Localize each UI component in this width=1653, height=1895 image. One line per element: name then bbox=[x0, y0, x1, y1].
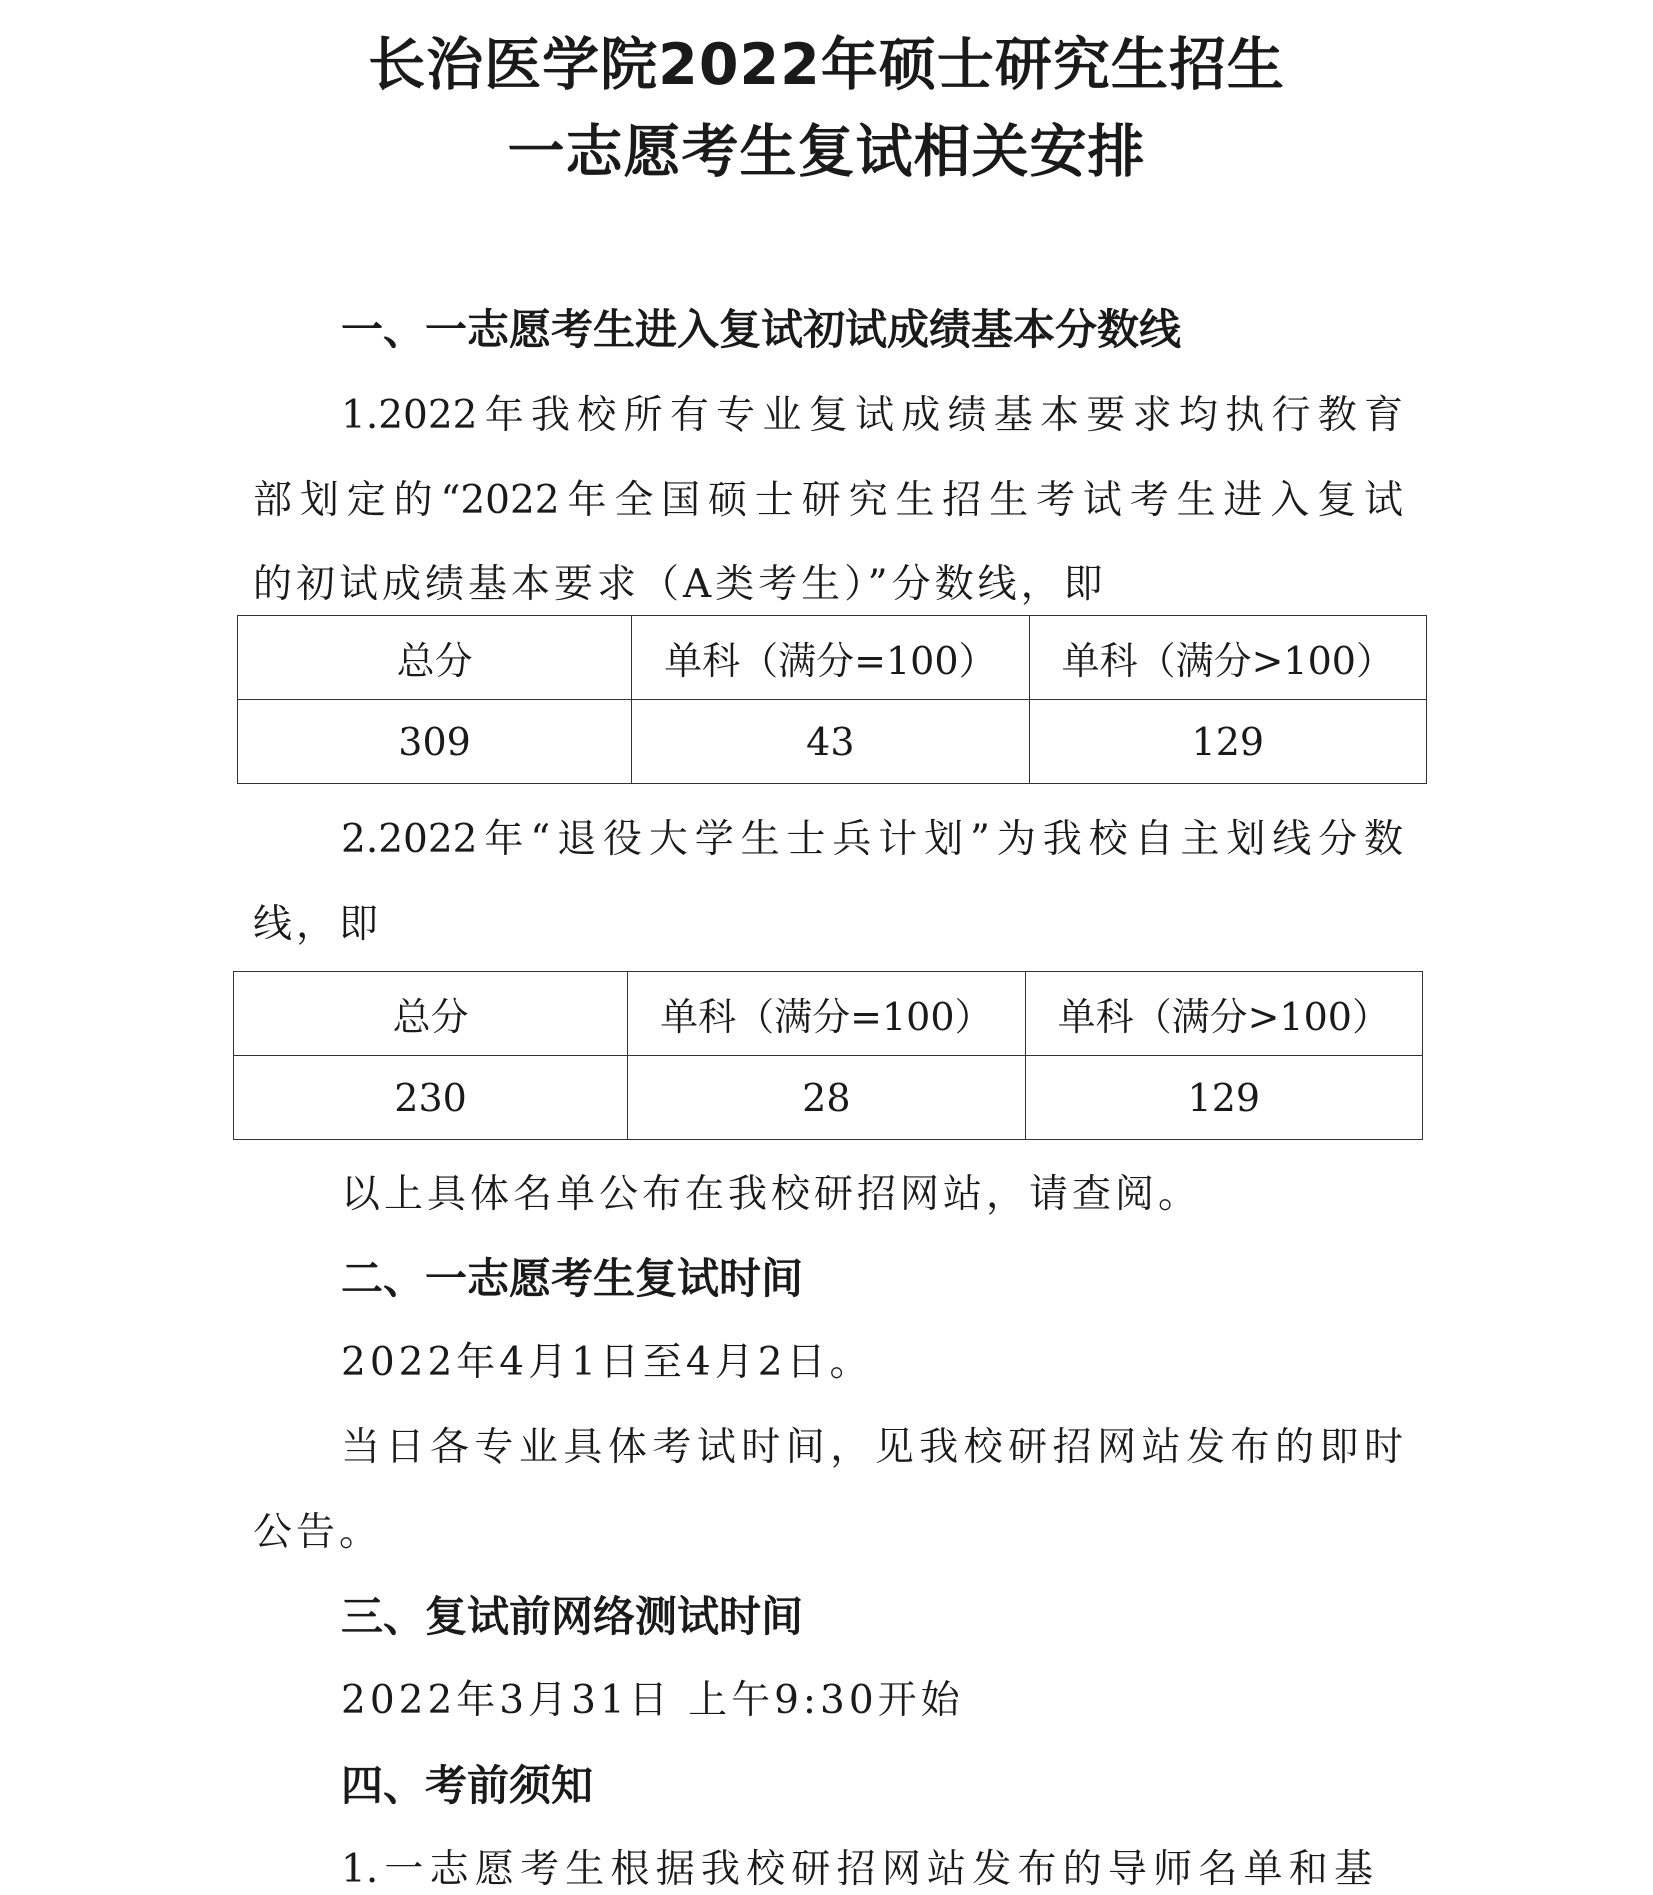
section4-item1-line1: 1.一志愿考生根据我校研招网站发布的导师名单和基 bbox=[341, 1847, 1373, 1892]
section1-heading: 一、一志愿考生进入复试初试成绩基本分数线 bbox=[341, 305, 1182, 354]
section1-item1-line2: 部划定的“2022年全国硕士研究生招生考试考生进入复试 bbox=[253, 478, 1403, 523]
section1-item1-line1: 1.2022年我校所有专业复试成绩基本要求均执行教育 bbox=[341, 393, 1403, 438]
header-total: 总分 bbox=[238, 616, 632, 700]
value-total: 309 bbox=[238, 700, 632, 784]
table-value-row bbox=[234, 1056, 1423, 1140]
document-title-line1: 长治医学院2022年硕士研究生招生 bbox=[368, 32, 1285, 98]
section3-time: 2022年3月31日 上午9:30开始 bbox=[341, 1678, 964, 1723]
value-single-over-100: 129 bbox=[1025, 1056, 1422, 1140]
score-table-2 bbox=[233, 971, 1423, 1140]
section2-detail-line2: 公告。 bbox=[253, 1510, 383, 1555]
section1-item1-line3: 的初试成绩基本要求（A类考生）”分数线，即 bbox=[253, 562, 1107, 607]
value-single-100: 28 bbox=[628, 1056, 1025, 1140]
header-single-100: 单科（满分=100） bbox=[628, 972, 1025, 1056]
score-table-1 bbox=[237, 615, 1427, 784]
table-header-row bbox=[234, 972, 1423, 1056]
section2-date: 2022年4月1日至4月2日。 bbox=[341, 1340, 873, 1385]
section3-heading: 三、复试前网络测试时间 bbox=[341, 1592, 804, 1641]
header-single-over-100: 单科（满分>100） bbox=[1025, 972, 1422, 1056]
section2-heading: 二、一志愿考生复试时间 bbox=[341, 1254, 804, 1303]
table-value-row bbox=[238, 700, 1427, 784]
section1-note: 以上具体名单公布在我校研招网站，请查阅。 bbox=[341, 1172, 1202, 1217]
header-single-100: 单科（满分=100） bbox=[632, 616, 1029, 700]
value-total: 230 bbox=[234, 1056, 628, 1140]
table-header-row bbox=[238, 616, 1427, 700]
document-title-line2: 一志愿考生复试相关安排 bbox=[507, 119, 1146, 185]
section1-item2-line2: 线，即 bbox=[253, 902, 383, 947]
header-single-over-100: 单科（满分>100） bbox=[1029, 616, 1426, 700]
section4-heading: 四、考前须知 bbox=[341, 1761, 594, 1810]
value-single-100: 43 bbox=[632, 700, 1029, 784]
header-total: 总分 bbox=[234, 972, 628, 1056]
section1-item2-line1: 2.2022年“退役大学生士兵计划”为我校自主划线分数 bbox=[341, 817, 1403, 862]
section2-detail-line1: 当日各专业具体考试时间，见我校研招网站发布的即时 bbox=[341, 1425, 1403, 1470]
value-single-over-100: 129 bbox=[1029, 700, 1426, 784]
